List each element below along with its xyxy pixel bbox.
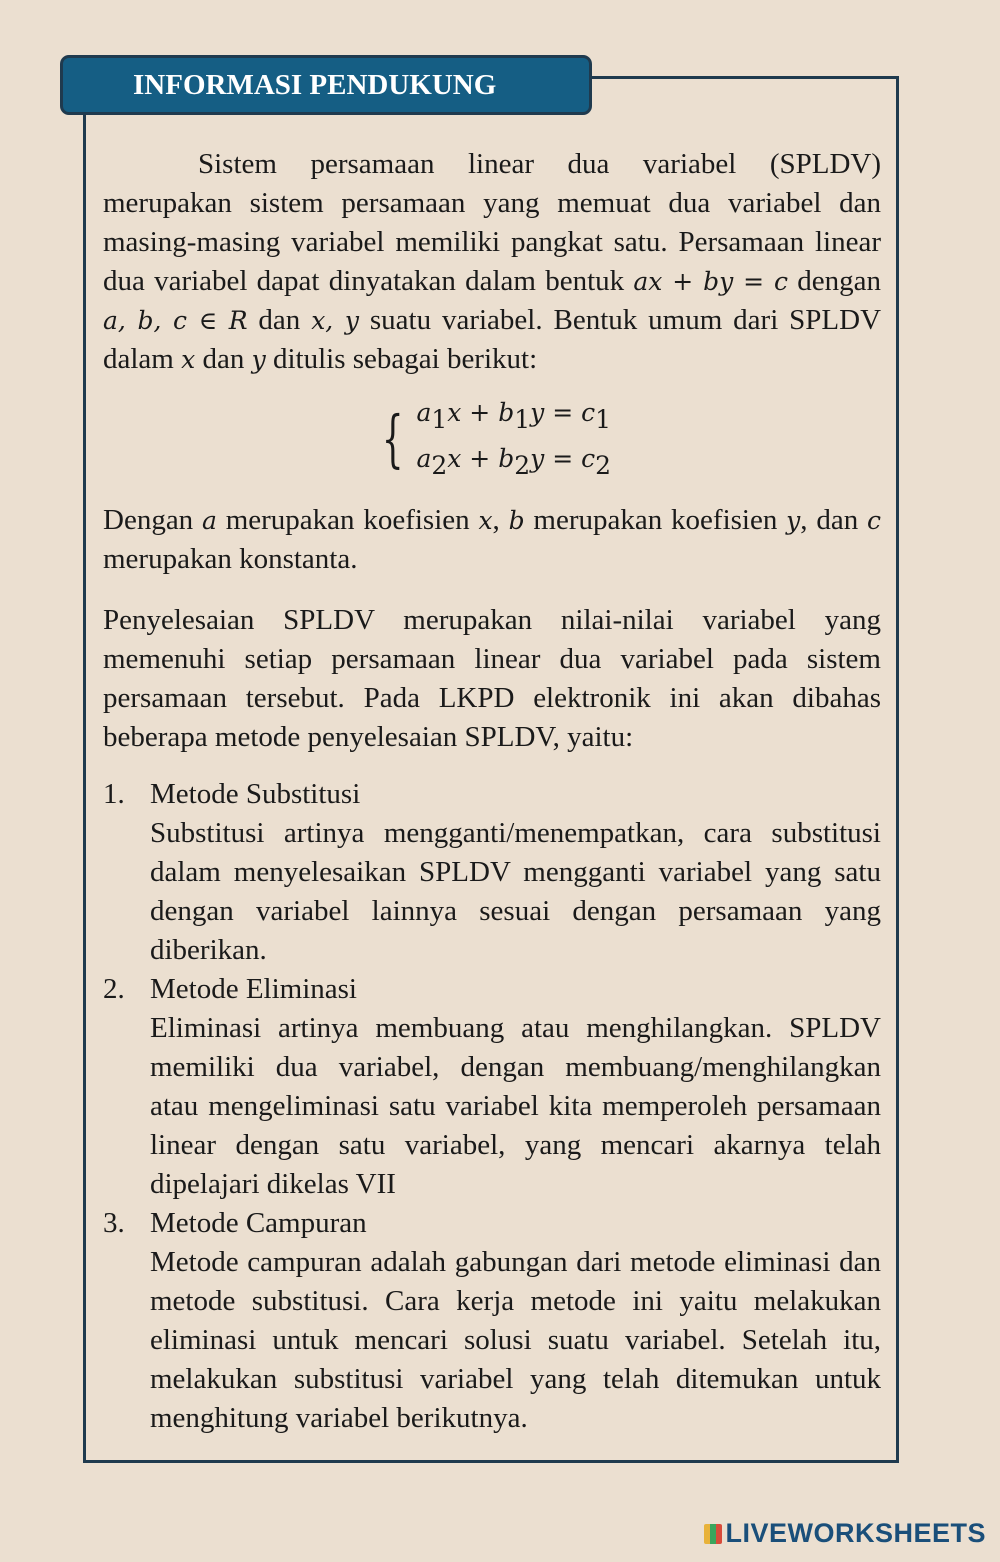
intro-paragraph [103,145,881,379]
system-brace: { [381,401,404,475]
method-title: Metode Substitusi [150,777,361,810]
equation-1 [416,393,611,439]
section-title: INFORMASI PENDUKUNG [133,69,497,101]
liveworksheets-watermark [704,1518,986,1549]
intro-text-2: dengan [788,265,882,297]
coef-math-c: c [867,505,882,535]
eq2-b: b [498,443,515,473]
intro-text-4: suatu variabel. Bentuk umum dari SPLDV dalam [103,304,882,375]
math-y: y [251,345,266,374]
method-number: 3. [103,1206,125,1239]
eq2-b-sub: 2 [514,450,531,480]
eq1-b: b [498,398,515,427]
equation-2 [416,439,611,485]
eq1-x: x + [447,398,499,427]
math-abc: a, b, c [103,306,187,335]
method-title: Metode Eliminasi [150,972,357,1005]
math-ax: ax [633,267,663,296]
math-R: R [228,306,248,335]
coef-text-1: Dengan [103,503,202,536]
eq1-b-sub: 1 [514,404,531,434]
eq1-a-sub: 1 [431,404,448,434]
intro-text-6: ditulis sebagai berikut: [265,343,538,375]
coef-text-6: merupakan konstanta. [103,542,358,575]
system-equations [416,393,611,485]
intro-text-3: dan [247,304,312,336]
solution-paragraph: Penyelesaian SPLDV merupakan nilai-nilai variabel yang memenuhi setiap persamaan linear dua variabel pada sistem persamaan tersebut. Pada LKPD elektronik ini akan dibahas beberapa metode penyelesaian SPLDV, yaitu: [103,603,881,753]
eq1-c: c [581,398,596,427]
method-description: Eliminasi artinya membuang atau menghilangkan. SPLDV memiliki dua variabel, dengan membuang/menghilangkan atau mengeliminasi satu variabel kita memperoleh persamaan linear dengan satu variabel, yang mencari akarnya telah dipelajari dikelas VII [150,1011,881,1200]
math-plus: + [662,267,704,296]
eq1-c-sub: 1 [595,404,612,434]
coef-text-4: merupakan koefisien [524,503,787,536]
method-description: Metode campuran adalah gabungan dari metode eliminasi dan metode substitusi. Cara kerja metode ini yaitu melakukan eliminasi untuk mencari solusi suatu variabel. Setelah itu, melakukan substitusi variabel yang telah ditemukan untuk menghitung variabel berikutnya. [150,1245,881,1434]
coef-math-x: x [478,505,493,535]
eq2-a-sub: 2 [431,450,448,480]
coef-text-3: , [492,503,509,536]
math-element-of: ∈ [187,306,229,335]
watermark-text: LIVEWORKSHEETS [725,1518,986,1548]
coef-text-2: merupakan koefisien [216,503,479,536]
math-by: by [703,267,734,296]
math-x: x [181,345,196,374]
math-equals: = [733,267,775,296]
coef-math-a: a [202,505,217,535]
content [103,145,881,1438]
liveworksheets-logo-icon [704,1524,722,1544]
method-item-substitusi [103,775,881,970]
method-number: 2. [103,972,125,1005]
coefficient-paragraph [103,501,881,579]
eq2-y: y = [530,443,582,473]
eq1-y: y = [530,398,582,427]
eq2-a: a [416,443,432,473]
method-number: 1. [103,777,125,810]
math-c: c [774,267,789,296]
math-xy: x, y [311,306,359,335]
coef-math-b: b [508,505,525,535]
equation-system [103,393,881,485]
eq1-a: a [416,398,432,427]
intro-text-1: Sistem persamaan linear dua variabel (SPLDV) merupakan sistem persamaan yang memuat dua variabel dan masing-masing variabel memiliki pangkat satu. Persamaan linear dua variabel dapat dinyatakan dalam bentuk [103,148,881,297]
intro-text-5: dan [195,343,252,375]
method-item-eliminasi [103,970,881,1204]
section-header [60,55,592,115]
method-description: Substitusi artinya mengganti/menempatkan, cara substitusi dalam menyelesaikan SPLDV mengganti variabel yang satu dengan variabel lainnya sesuai dengan persamaan yang diberikan. [150,816,881,966]
method-item-campuran [103,1204,881,1438]
coef-text-5: , dan [800,503,867,536]
eq2-x: x + [447,443,499,473]
coef-math-y: y [786,505,801,535]
method-list [103,775,881,1438]
eq2-c-sub: 2 [595,450,612,480]
eq2-c: c [581,443,596,473]
method-title: Metode Campuran [150,1206,367,1239]
